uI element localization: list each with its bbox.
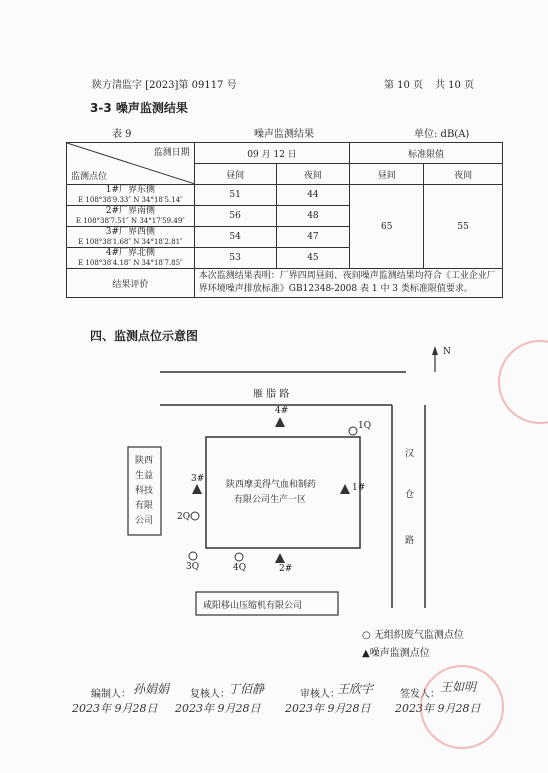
limit-day-value: 65 bbox=[350, 185, 424, 269]
signer-date: 2023年 9月28日 bbox=[395, 702, 481, 715]
point-coord: E 108°38′1.68″ N 34°18′2.81″ bbox=[78, 238, 183, 246]
auditor-date: 2023年 9月28日 bbox=[285, 702, 371, 715]
night-value: 47 bbox=[276, 227, 350, 248]
road-right-label-2: 仓 bbox=[405, 490, 415, 500]
header-day: 昼间 bbox=[194, 164, 276, 185]
gas-point-3-label: 3Q bbox=[186, 562, 200, 572]
section-title-map: 四、监测点位示意图 bbox=[90, 329, 199, 343]
left-company-line-3: 科技 bbox=[135, 486, 154, 496]
section-title-noise: 3-3 噪声监测结果 bbox=[90, 101, 188, 115]
noise-point-3-marker bbox=[192, 484, 202, 494]
legend-noise: ▲噪声监测点位 bbox=[362, 648, 430, 659]
noise-point-2-marker bbox=[275, 553, 285, 563]
reviewer-date: 2023年 9月28日 bbox=[175, 702, 261, 715]
signer-signature: 王如明 bbox=[440, 680, 477, 694]
auditor-label: 审核人： bbox=[300, 689, 340, 700]
factory-name-line-1: 陕西摩美得气血和制药 bbox=[226, 480, 317, 490]
day-value: 54 bbox=[194, 227, 276, 248]
point-name: 3#厂界西侧 bbox=[105, 227, 156, 237]
factory-name-line-2: 有限公司生产一区 bbox=[234, 495, 307, 505]
day-value: 51 bbox=[194, 185, 276, 206]
table-label: 表 9 bbox=[112, 129, 132, 140]
header-limit-day: 昼间 bbox=[350, 164, 424, 185]
testing-seal-stamp bbox=[420, 665, 504, 749]
evaluation-label: 结果评价 bbox=[67, 269, 195, 298]
day-value: 53 bbox=[194, 248, 276, 269]
day-value: 56 bbox=[194, 206, 276, 227]
header-date: 09 月 12 日 bbox=[194, 143, 350, 164]
gas-point-4-label: 4Q bbox=[233, 563, 247, 573]
road-top-label: 雁 脂 路 bbox=[253, 389, 290, 400]
editor-date: 2023年 9月28日 bbox=[72, 702, 158, 715]
gas-point-1-label: 1Q bbox=[358, 421, 372, 431]
noise-point-1-marker bbox=[340, 484, 350, 494]
noise-point-4-label: 4# bbox=[275, 406, 289, 416]
noise-point-1-label: 1# bbox=[352, 483, 366, 493]
reviewer-signature: 丁佰静 bbox=[228, 682, 265, 696]
table-unit: 单位: dB(A) bbox=[414, 129, 470, 140]
document-number: 陕方清监字 [2023]第 09117 号 bbox=[92, 80, 237, 91]
left-company-line-2: 生益 bbox=[135, 471, 154, 481]
night-value: 44 bbox=[276, 185, 350, 206]
header-point-label: 监测点位 bbox=[71, 172, 108, 182]
road-right-label-3: 路 bbox=[405, 536, 415, 546]
noise-point-2-label: 2# bbox=[279, 564, 293, 574]
evaluation-text: 本次监测结果表明：厂界四周昼间、夜间噪声监测结果均符合《工业企业厂界环境噪声排放标准》GB12348-2008 表 1 中 3 类标准限值要求。 bbox=[194, 269, 502, 298]
left-company-line-5: 公司 bbox=[135, 516, 154, 526]
editor-signature: 孙娟娟 bbox=[133, 682, 170, 696]
gas-point-2-label: 2Q bbox=[177, 512, 191, 522]
gas-point-2-marker bbox=[191, 512, 199, 520]
point-name: 2#厂界南侧 bbox=[105, 206, 156, 216]
night-value: 48 bbox=[276, 206, 350, 227]
left-company-line-4: 有限 bbox=[135, 501, 154, 511]
header-night: 夜间 bbox=[276, 164, 350, 185]
limit-night-value: 55 bbox=[424, 185, 503, 269]
point-coord: E 108°38′7.51″ N 34°17′59.49″ bbox=[75, 217, 185, 225]
point-name: 1#厂界东侧 bbox=[105, 185, 156, 195]
page-total: 共 10 页 bbox=[435, 80, 475, 91]
table-name: 噪声监测结果 bbox=[254, 129, 314, 140]
left-company-line-1: 陕西 bbox=[135, 456, 154, 466]
night-value: 45 bbox=[276, 248, 350, 269]
legend-gas: ○ 无组织废气监测点位 bbox=[362, 630, 464, 641]
header-date-label: 监测日期 bbox=[153, 148, 190, 158]
point-name: 4#厂界北侧 bbox=[105, 248, 156, 258]
signer-label: 签发人： bbox=[400, 689, 440, 700]
noise-point-3-label: 3# bbox=[191, 474, 205, 484]
gas-point-4-marker bbox=[235, 553, 243, 561]
reviewer-label: 复核人： bbox=[190, 689, 230, 700]
bottom-company-label: 咸阳移山压缩机有限公司 bbox=[203, 601, 303, 611]
header-limit: 标准限值 bbox=[350, 143, 503, 164]
point-coord: E 108°38′9.33″ N 34°18′5.14″ bbox=[78, 196, 183, 204]
gas-point-3-marker bbox=[189, 552, 197, 560]
noise-point-4-marker bbox=[275, 417, 285, 427]
editor-label: 编制人： bbox=[91, 689, 131, 700]
road-right-label-1: 汉 bbox=[405, 449, 415, 459]
header-limit-night: 夜间 bbox=[424, 164, 503, 185]
point-coord: E 108°38′4.18″ N 34°18′7.85″ bbox=[78, 259, 183, 267]
gas-point-1-marker bbox=[349, 427, 357, 435]
auditor-signature: 王欣宇 bbox=[337, 682, 374, 696]
page-number: 第 10 页 bbox=[384, 80, 424, 91]
north-arrow bbox=[432, 346, 438, 372]
north-label: N bbox=[443, 347, 451, 357]
